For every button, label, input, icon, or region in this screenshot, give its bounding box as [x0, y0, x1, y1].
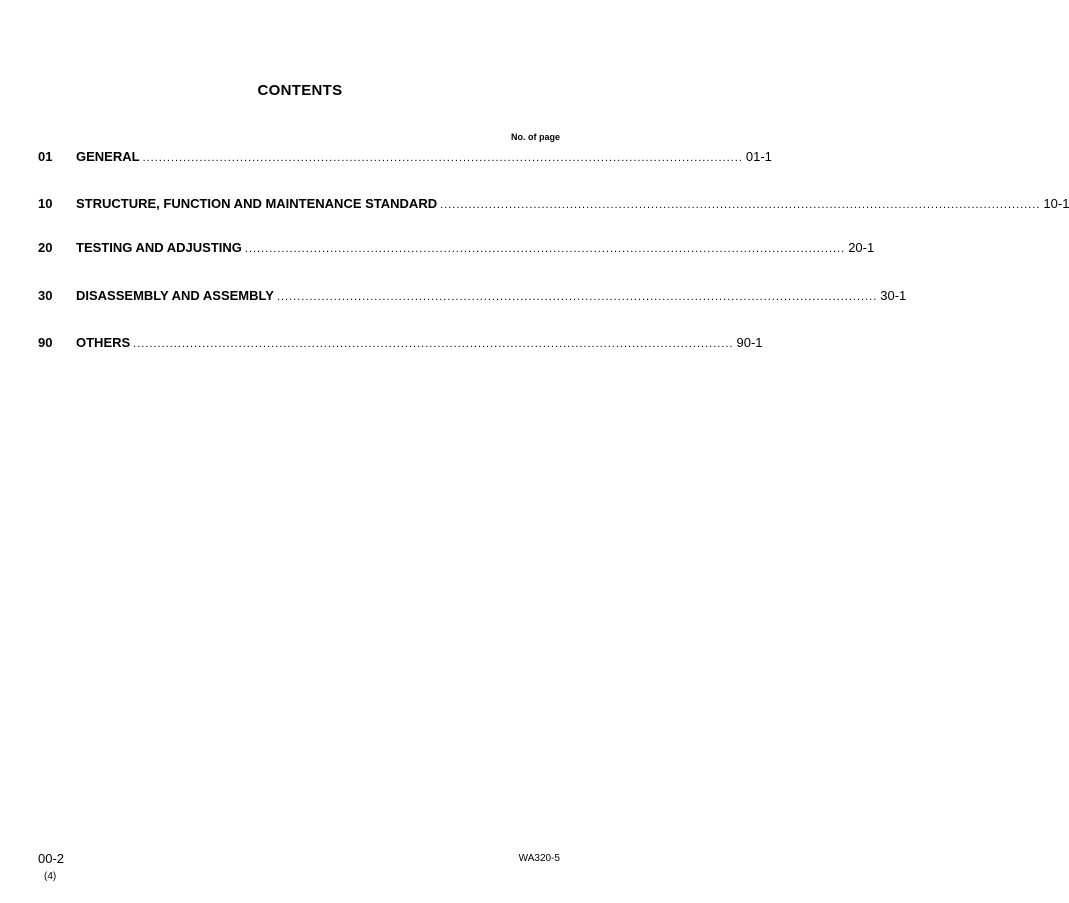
toc-entry-title: TESTING AND ADJUSTING	[76, 240, 242, 255]
toc-entry-number: 30	[38, 288, 53, 303]
toc-entry[interactable]	[38, 335, 763, 355]
toc-entry-number: 20	[38, 240, 53, 255]
footer-model: WA320-5	[518, 853, 560, 864]
toc-entry-page: 20-1	[848, 240, 875, 255]
page-column-label: No. of page	[511, 132, 560, 142]
toc-entry[interactable]	[38, 288, 907, 308]
toc-entry[interactable]	[38, 240, 875, 260]
toc-entry-page: 90-1	[736, 335, 763, 350]
toc-leader-dots: ....................................................................................................................................................	[440, 199, 1041, 211]
toc-entry[interactable]	[38, 149, 772, 169]
toc-entry-page: 10-1	[1043, 196, 1069, 211]
toc-entry-title: OTHERS	[76, 335, 131, 350]
toc-leader-dots: ....................................................................................................................................................	[276, 291, 878, 303]
toc-entry-title: GENERAL	[76, 149, 140, 164]
toc-entry[interactable]	[38, 196, 1069, 216]
toc-leader-dots: ....................................................................................................................................................	[244, 243, 846, 255]
toc-entry-number: 90	[38, 335, 53, 350]
page-title: CONTENTS	[257, 82, 343, 99]
footer-revision: (4)	[44, 871, 57, 882]
toc-entry-title: STRUCTURE, FUNCTION AND MAINTENANCE STANDARD	[76, 196, 438, 211]
toc-leader-dots: ....................................................................................................................................................	[142, 152, 743, 164]
toc-entry-number: 10	[38, 196, 53, 211]
toc-entry-number: 01	[38, 149, 53, 164]
toc-entry-page: 30-1	[880, 288, 907, 303]
toc-leader-dots: ....................................................................................................................................................	[133, 338, 734, 350]
toc-entry-title: DISASSEMBLY AND ASSEMBLY	[76, 288, 274, 303]
footer-page-number: 00-2	[38, 851, 65, 866]
toc-entry-page: 01-1	[745, 149, 772, 164]
